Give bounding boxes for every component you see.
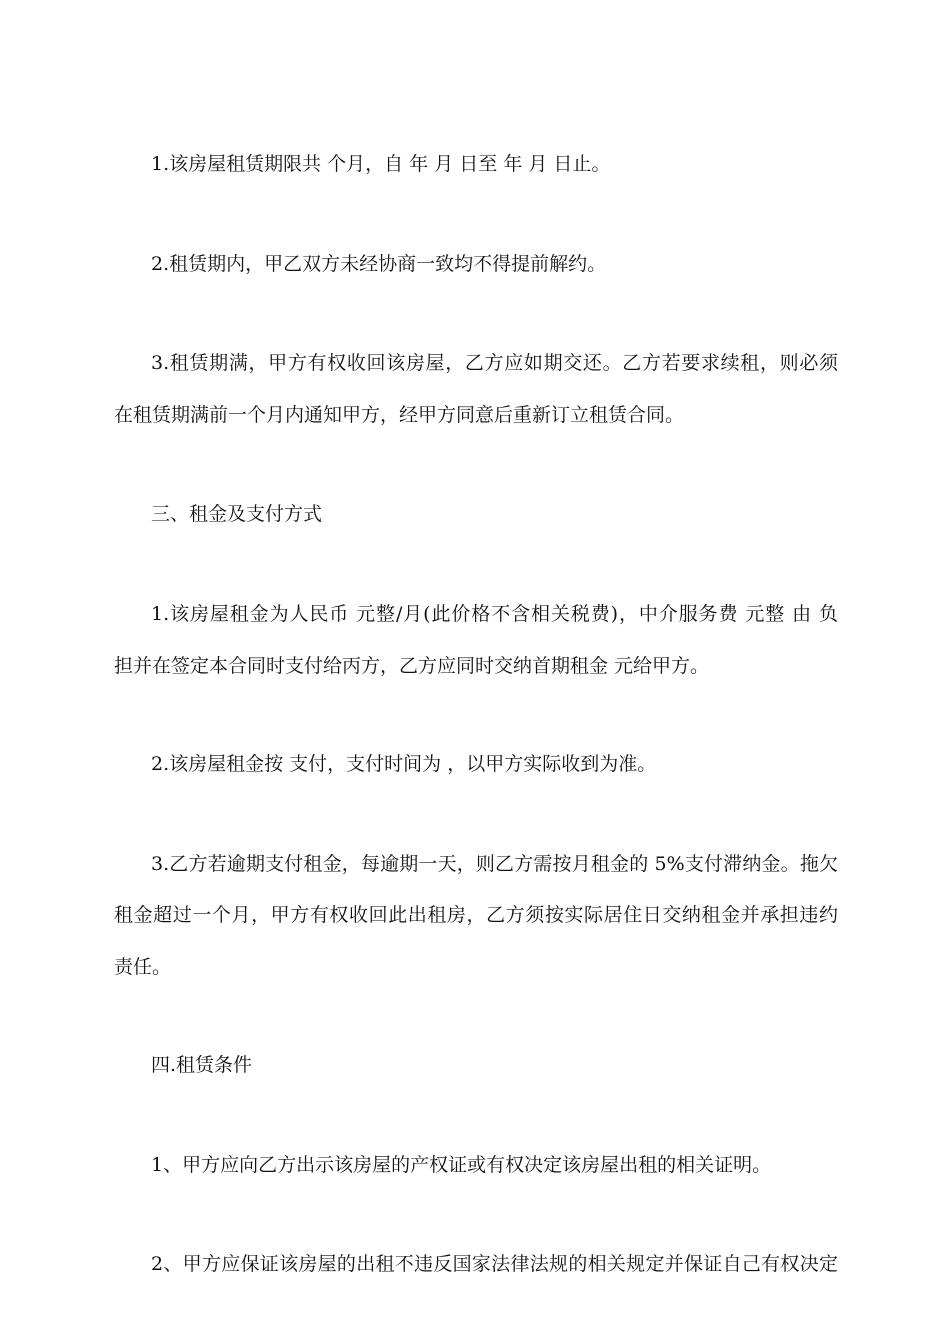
term-clause-2: 2.租赁期内，甲乙双方未经协商一致均不得提前解约。 [151,253,607,275]
term-clause-3-line-2: 在租赁期满前一个月内通知甲方，经甲方同意后重新订立租赁合同。 [114,404,685,426]
rent-clause-3-line-3: 责任。 [114,956,172,978]
section-heading-lease-conditions: 四.租赁条件 [151,1054,253,1076]
term-clause-3-line-1: 3.租赁期满，甲方有权收回该房屋，乙方应如期交还。乙方若要求续租，则必须 [151,352,838,374]
rent-clause-3-line-2: 租金超过一个月，甲方有权收回此出租房，乙方须按实际居住日交纳租金并承担违约 [114,904,838,926]
condition-clause-2: 2、甲方应保证该房屋的出租不违反国家法律法规的相关规定并保证自己有权决定 [151,1253,838,1275]
rent-clause-3-line-1: 3.乙方若逾期支付租金，每逾期一天，则乙方需按月租金的 5%支付滞纳金。拖欠 [151,853,838,875]
term-clause-1: 1.该房屋租赁期限共 个月，自 年 月 日至 年 月 日止。 [151,153,611,175]
section-heading-rent-payment: 三、租金及支付方式 [151,503,323,525]
rent-clause-1-line-1: 1.该房屋租金为人民币 元整/月(此价格不含相关税费)，中介服务费 元整 由 负 [151,603,838,625]
condition-clause-1: 1、甲方应向乙方出示该房屋的产权证或有权决定该房屋出租的相关证明。 [151,1154,772,1176]
rent-clause-2: 2.该房屋租金按 支付，支付时间为 ，以甲方实际收到为准。 [151,753,657,775]
rent-clause-1-line-2: 担并在签定本合同时支付给丙方，乙方应同时交纳首期租金 元给甲方。 [114,655,710,677]
